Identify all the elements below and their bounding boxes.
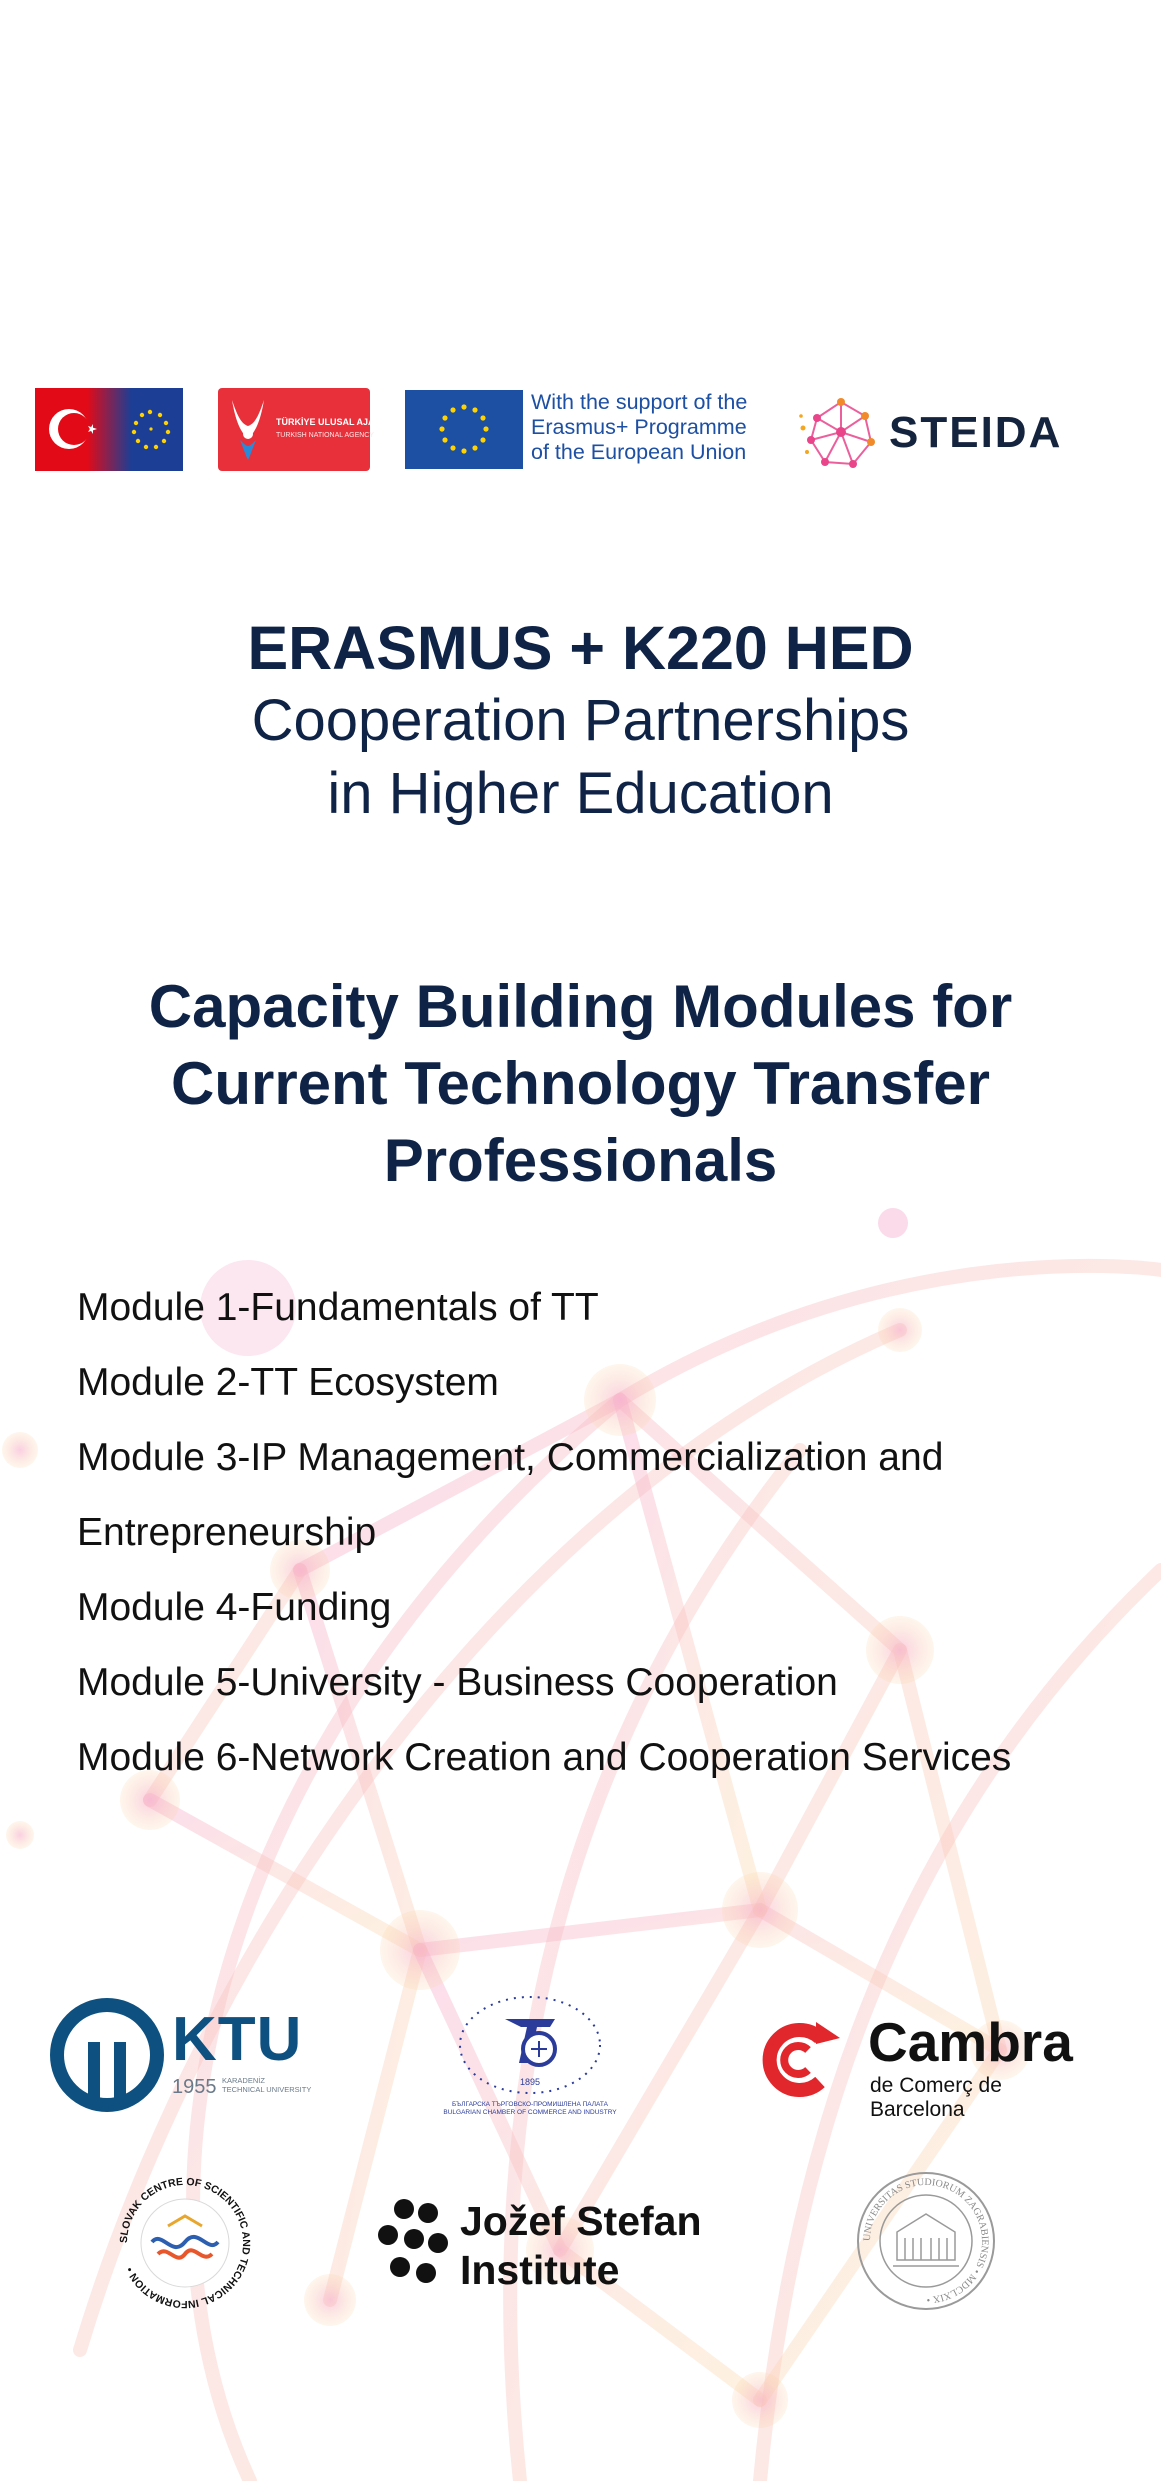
jsi-wordmark xyxy=(460,2197,702,2295)
list-item: Module 1-Fundamentals of TT xyxy=(77,1286,599,1329)
svk-ring-text: SLOVAK CENTRE OF SCIENTIFIC AND TECHNICAL INFORMATION • xyxy=(117,2175,253,2311)
eu-support-line1: With the support of the xyxy=(531,390,748,414)
ktu-subtitle-line2: TECHNICAL UNIVERSITY xyxy=(222,2085,312,2094)
jsi-dots-icon xyxy=(374,2195,452,2291)
steida-wordmark: STEIDA xyxy=(889,408,1063,457)
list-item: Module 2-TT Ecosystem xyxy=(77,1361,499,1404)
cambra-c-icon xyxy=(750,2016,854,2104)
list-item: Module 4-Funding xyxy=(77,1586,392,1629)
program-title: ERASMUS + K220 HED xyxy=(247,614,914,682)
jsi-wordmark-line2: Institute xyxy=(460,2247,620,2293)
project-title xyxy=(0,968,1161,1199)
jsi-wordmark-line1: Jožef Stefan xyxy=(460,2198,702,2244)
slovak-centre-logo xyxy=(112,2170,258,2316)
bcci-emblem-icon xyxy=(455,1993,605,2101)
program-subtitle-line1: Cooperation Partnerships xyxy=(251,688,910,753)
jozef-stefan-institute-logo xyxy=(374,2195,714,2295)
bcci-caption xyxy=(430,2101,630,2117)
project-title-line1: Capacity Building Modules for xyxy=(148,973,1013,1040)
list-item: Module 3-IP Management, Commercialization and xyxy=(77,1436,944,1479)
bulgarian-chamber-logo xyxy=(430,1993,630,2123)
ktu-emblem-icon xyxy=(50,1998,164,2112)
cambra-subtitle: de Comerç de Barcelona xyxy=(870,2074,1002,2121)
header-logo-bar xyxy=(0,380,1161,480)
cambra-barcelona-logo xyxy=(750,2010,1100,2121)
ktu-logo xyxy=(50,1998,312,2116)
eu-support-line3: of the European Union xyxy=(531,440,747,464)
list-item: Module 5-University - Business Cooperation xyxy=(77,1661,838,1704)
list-item: Entrepreneurship xyxy=(77,1511,377,1554)
zagreb-ring-text: UNIVERSITAS STUDIORUM ZAGRABIENSIS • MDCLXIX • xyxy=(861,2176,991,2306)
steida-network-sphere-icon xyxy=(797,388,885,476)
ktu-year: 1955 xyxy=(172,2076,217,2098)
project-title-line3: Professionals xyxy=(383,1127,778,1194)
program-heading xyxy=(0,612,1161,830)
bcci-caption-line2: BULGARIAN CHAMBER OF COMMERCE AND INDUSTRY xyxy=(443,2109,617,2116)
ktu-subtitle xyxy=(222,2076,322,2094)
turkey-eu-flag-icon xyxy=(35,388,183,471)
ktu-subtitle-line1: KARADENİZ xyxy=(222,2076,265,2085)
university-of-zagreb-seal xyxy=(855,2170,997,2312)
program-subtitle-line2: in Higher Education xyxy=(327,761,834,826)
agency-name: TÜRKİYE ULUSAL AJANSI xyxy=(276,417,390,427)
project-title-line2: Current Technology Transfer xyxy=(170,1050,991,1117)
bcci-caption-line1: БЪЛГАРСКА ТЪРГОВСКО-ПРОМИШЛЕНА ПАЛАТА xyxy=(452,2101,608,2108)
eu-support-line2: Erasmus+ Programme xyxy=(531,415,747,439)
agency-subtitle: TURKISH NATIONAL AGENCY xyxy=(276,432,375,439)
turkish-national-agency-logo xyxy=(218,388,390,471)
cambra-wordmark: Cambra xyxy=(868,2011,1073,2073)
eu-support-statement xyxy=(531,390,781,465)
bcci-year: 1895 xyxy=(519,2077,541,2087)
svg-text:UNIVERSITAS STUDIORUM ZAGRABIE xyxy=(862,2177,990,2305)
agency-emblem-icon xyxy=(226,394,270,465)
decorative-dot xyxy=(876,1206,910,1240)
eu-flag-icon xyxy=(405,390,523,469)
ktu-wordmark: KTU xyxy=(172,2005,303,2074)
modules-list xyxy=(77,1270,1137,1795)
list-item: Module 6-Network Creation and Cooperation Services xyxy=(77,1736,1012,1779)
steida-logo xyxy=(797,384,1137,476)
